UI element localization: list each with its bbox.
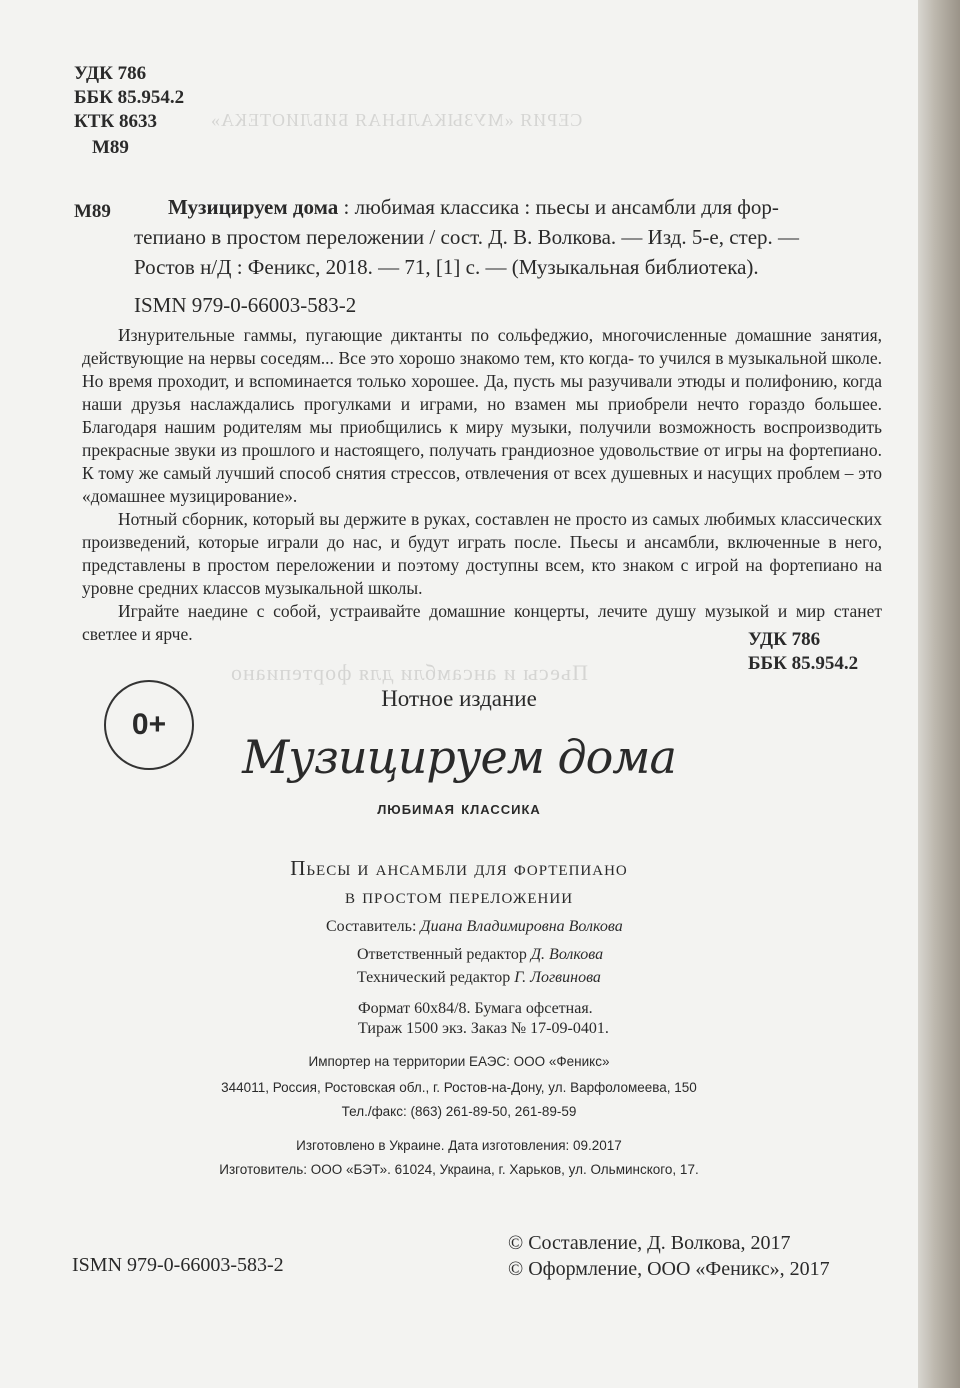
- bib-line-1-rest: : любимая классика : пьесы и ансамбли для фор-: [338, 195, 779, 219]
- bib-line-3: Ростов н/Д : Феникс, 2018. — 71, [1] с. — (Музыкальная библиотека).: [134, 255, 759, 279]
- footer-bbk-code: ББК 85.954.2: [748, 653, 859, 674]
- editor-label: Ответственный редактор: [357, 946, 531, 963]
- page-edge: [918, 0, 960, 1388]
- show-through-text: Пьесы и ансамбли для фортепиано: [230, 660, 588, 685]
- bottom-isbn: ISMN 979-0-66003-583-2: [72, 1254, 284, 1276]
- compiler-name: Диана Владимировна Волкова: [420, 918, 623, 935]
- show-through-text: СЕРИЯ «МУЗЫКАЛЬНАЯ БИБЛИОТЕКА»: [210, 110, 583, 130]
- importer-line-2: 344011, Россия, Ростовская обл., г. Ростов-на-Дону, ул. Варфоломеева, 150: [221, 1080, 697, 1095]
- footer-udk-code: УДК 786: [748, 629, 821, 650]
- bib-author-mark: М89: [74, 201, 111, 222]
- bib-line-2: тепиано в простом переложении / сост. Д. В. Волкова. — Изд. 5-е, стер. —: [134, 225, 800, 249]
- copyright-compilation: © Составление, Д. Волкова, 2017: [508, 1232, 791, 1254]
- bib-isbn: ISMN 979-0-66003-583-2: [134, 293, 357, 317]
- compiler-line: [326, 918, 623, 936]
- edition-subtitle: любимая классика: [377, 798, 541, 819]
- copyright-design: © Оформление, ООО «Феникс», 2017: [508, 1258, 830, 1280]
- tech-editor-name: Г. Логвинова: [514, 969, 601, 986]
- importer-line-1: Импортер на территории ЕАЭС: ООО «Феникс»: [308, 1054, 610, 1069]
- bib-title: Музицируем дома: [168, 195, 339, 219]
- udk-code: УДК 786: [74, 63, 147, 84]
- bib-line-1: [168, 192, 779, 222]
- print-run-line: Тираж 1500 экз. Заказ № 17-09-0401.: [358, 1020, 609, 1037]
- manufacturer-line-2: Изготовитель: ООО «БЭТ». 61024, Украина, г. Харьков, ул. Ольминского, 17.: [219, 1162, 699, 1177]
- edition-title: Музицируем дома: [242, 730, 676, 784]
- ktk-code: КТК 8633: [74, 111, 157, 132]
- author-mark: М89: [92, 137, 129, 158]
- edition-desc-line-2: в простом переложении: [344, 884, 574, 908]
- tech-editor-line: [357, 969, 601, 987]
- tech-editor-label: Технический редактор: [357, 969, 515, 986]
- edition-desc-line-1: Пьесы и ансамбли для фортепиано: [290, 856, 628, 880]
- bbk-code: ББК 85.954.2: [74, 87, 185, 108]
- annotation: [82, 324, 882, 646]
- manufacturer-line-1: Изготовлено в Украине. Дата изготовления: 09.2017: [296, 1138, 622, 1153]
- compiler-label: Составитель:: [326, 918, 421, 935]
- editor-line: [357, 946, 603, 964]
- age-rating-badge: 0+: [104, 680, 194, 770]
- format-line: Формат 60х84/8. Бумага офсетная.: [358, 1000, 593, 1017]
- annotation-paragraph: Изнурительные гаммы, пугающие диктанты по сольфеджио, многочисленные домашние занятия, действующие на нервы соседям... Все это хорошо знакомо тем, кто когда- то учился в музыкальной школе. Но время проходит, и вспоминается только хорошее. Да, пусть мы разучивали этюды и полифонию, когда наши друзья наслаждались прогулками и играми, но взамен мы приобрели нечто гораздо большее. Благодаря нашим родителям мы приобщились к миру музыки, получили возможность воспроизводить прекрасные звуки из прошлого и настоящего, получать грандиозное удовольствие от игры на фортепиано. К тому же самый лучший способ снятия стрессов, отвлечения от всех душевных и насущих проблем – это «домашнее музицирование».: [82, 325, 882, 506]
- annotation-paragraph: Играйте наедине с собой, устраивайте домашние концерты, лечите душу музыкой и мир станет светлее и ярче.: [82, 601, 882, 644]
- edition-type: Нотное издание: [381, 686, 537, 711]
- annotation-paragraph: Нотный сборник, который вы держите в руках, составлен не просто из самых любимых классических произведений, которые играли до нас, и будут играть после. Пьесы и ансамбли, включенные в него, представлены в простом переложении и поэтому доступны всем, кто знаком с игрой на фортепиано на уровне средних классов музыкальной школы.: [82, 509, 882, 598]
- importer-line-3: Тел./факс: (863) 261-89-50, 261-89-59: [341, 1104, 577, 1119]
- editor-name: Д. Волкова: [530, 946, 604, 963]
